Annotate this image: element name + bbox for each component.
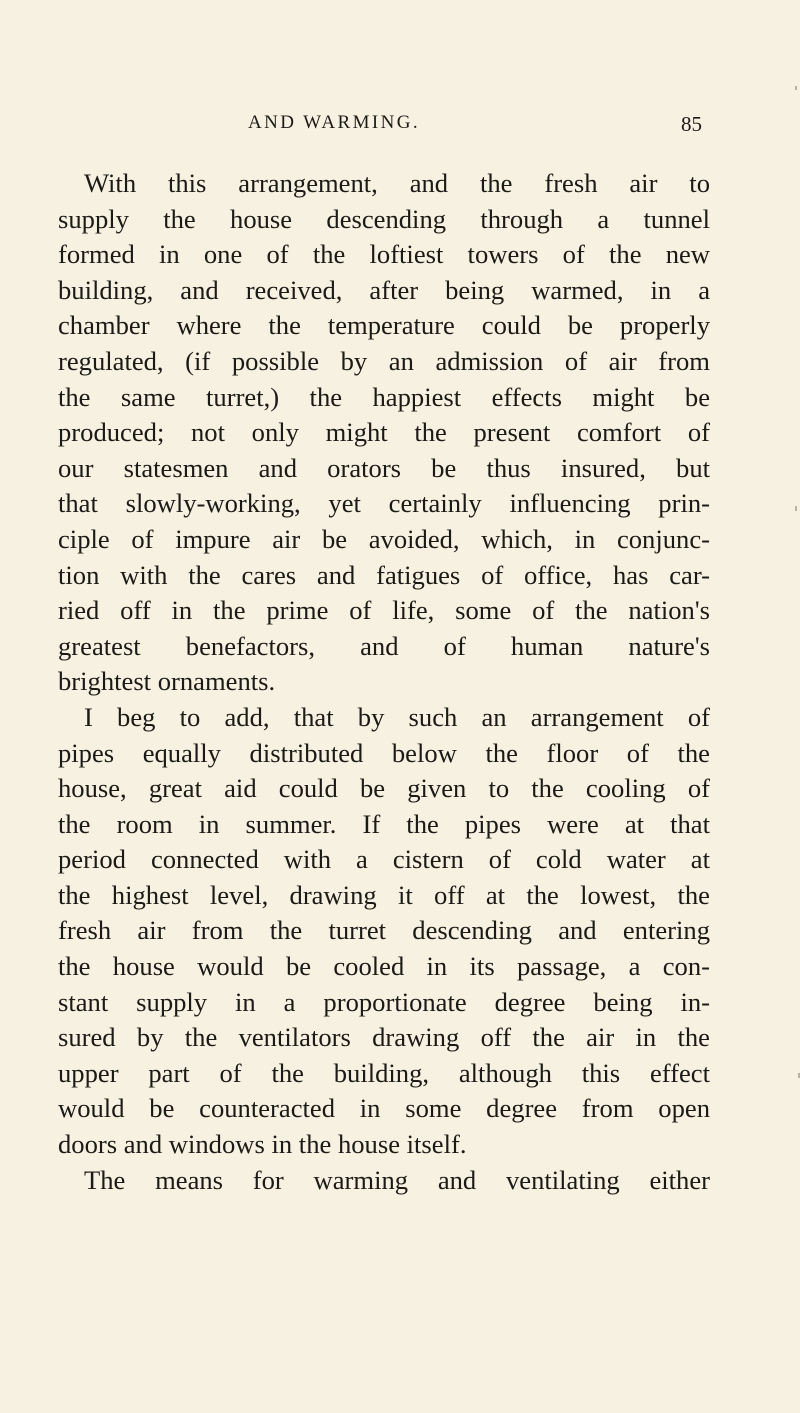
text-line: ciple of impure air be avoided, which, in conjunc- [58, 523, 710, 554]
text-line: period connected with a cistern of cold water at [58, 844, 710, 875]
page-number: 85 [681, 112, 702, 136]
text-line: the highest level, drawing it off at the lowest, the [58, 879, 710, 910]
text-line: the same turret,) the happiest effects might be [58, 381, 710, 412]
text-line: pipes equally distributed below the floor of the [58, 737, 710, 768]
text-line: supply the house descending through a tunnel [58, 203, 710, 234]
text-line: I beg to add, that by such an arrangement of [84, 701, 710, 732]
text-line: regulated, (if possible by an admission of air from [58, 345, 710, 376]
running-title: AND WARMING. [248, 112, 421, 133]
text-line: fresh air from the turret descending and entering [58, 915, 710, 946]
margin-scan-mark [795, 86, 797, 90]
text-line: formed in one of the loftiest towers of the new [58, 239, 710, 270]
margin-scan-mark [795, 506, 797, 511]
text-line: stant supply in a proportionate degree being in- [58, 986, 710, 1017]
text-line: brightest ornaments. [58, 666, 276, 697]
text-line: With this arrangement, and the fresh air to [84, 168, 710, 198]
text-line: produced; not only might the present comfort of [58, 417, 710, 448]
text-line: the room in summer. If the pipes were at that [58, 808, 710, 839]
text-line: ried off in the prime of life, some of the nation's [58, 595, 710, 626]
text-line: building, and received, after being warmed, in a [58, 274, 710, 305]
text-line: upper part of the building, although this effect [58, 1057, 710, 1088]
text-line: tion with the cares and fatigues of office, has car- [58, 559, 710, 590]
text-line: would be counteracted in some degree from open [58, 1093, 710, 1124]
text-line: The means for warming and ventilating either [84, 1164, 710, 1195]
text-line: doors and windows in the house itself. [58, 1129, 467, 1160]
text-line: the house would be cooled in its passage, a con- [58, 951, 710, 982]
text-line: chamber where the temperature could be properly [58, 310, 710, 341]
text-line: our statesmen and orators be thus insured, but [58, 452, 710, 483]
page-header [58, 112, 710, 138]
text-line: greatest benefactors, and of human nature's [58, 630, 710, 661]
body-text [58, 166, 710, 1198]
text-line: sured by the ventilators drawing off the air in the [58, 1022, 710, 1053]
text-line: that slowly-working, yet certainly influencing prin- [58, 488, 710, 519]
text-line: house, great aid could be given to the cooling of [58, 773, 710, 804]
